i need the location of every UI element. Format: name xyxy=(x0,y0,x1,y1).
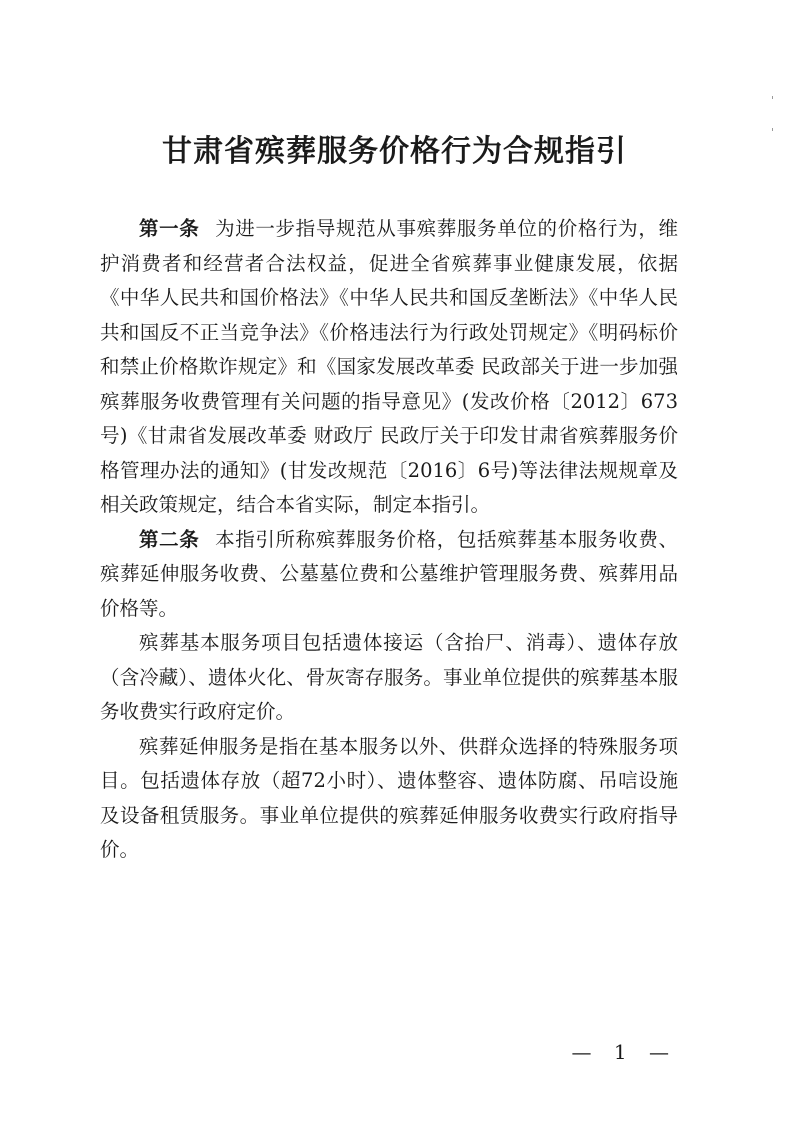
document-title: 甘肃省殡葬服务价格行为合规指引 xyxy=(162,134,627,169)
article-text: 为进一步指导规范从事殡葬服务单位的价格行为，维护消费者和经营者合法权益，促进全省殡葬事业健康发展，依据《中华人民共和国价格法》《中华人民共和国反垄断法》《中华人民共和国反不正当竞争法》《价格违法行为行政处罚规定》《明码标价和禁止价格欺诈规定》和《国家发展改革委 民政部关于进一步加强殡葬服务收费管理有关问题的指导意见》(发改价格〔2012〕673号)《甘肃省发展改革委 财政厅 民政厅关于印发甘肃省殡葬服务价格管理办法的通知》(甘发改规范〔2016〕6号)等法律法规规章及相关政策规定，结合本省实际，制定本指引。 xyxy=(100,217,678,516)
article-label: 第一条 xyxy=(139,217,200,240)
paragraph: 殡葬基本服务项目包括遗体接运（含抬尸、消毒）、遗体存放（含冷藏）、遗体火化、骨灰寄存服务。事业单位提供的殡葬基本服务收费实行政府定价。 xyxy=(100,631,678,723)
page-number: — 1 — xyxy=(571,1040,677,1064)
document-body xyxy=(100,212,678,868)
article-text: 本指引所称殡葬服务价格，包括殡葬基本服务收费、殡葬延伸服务收费、公墓墓位费和公墓维护管理服务费、殡葬用品价格等。 xyxy=(100,527,678,620)
article-1 xyxy=(100,212,678,523)
scan-mark xyxy=(772,96,773,99)
paragraph: 殡葬延伸服务是指在基本服务以外、供群众选择的特殊服务项目。包括遗体存放（超72小时）、遗体整容、遗体防腐、吊唁设施及设备租赁服务。事业单位提供的殡葬延伸服务收费实行政府指导价。 xyxy=(100,734,678,861)
article-label: 第二条 xyxy=(139,527,200,551)
article-2 xyxy=(100,523,678,627)
scan-mark xyxy=(772,128,773,131)
